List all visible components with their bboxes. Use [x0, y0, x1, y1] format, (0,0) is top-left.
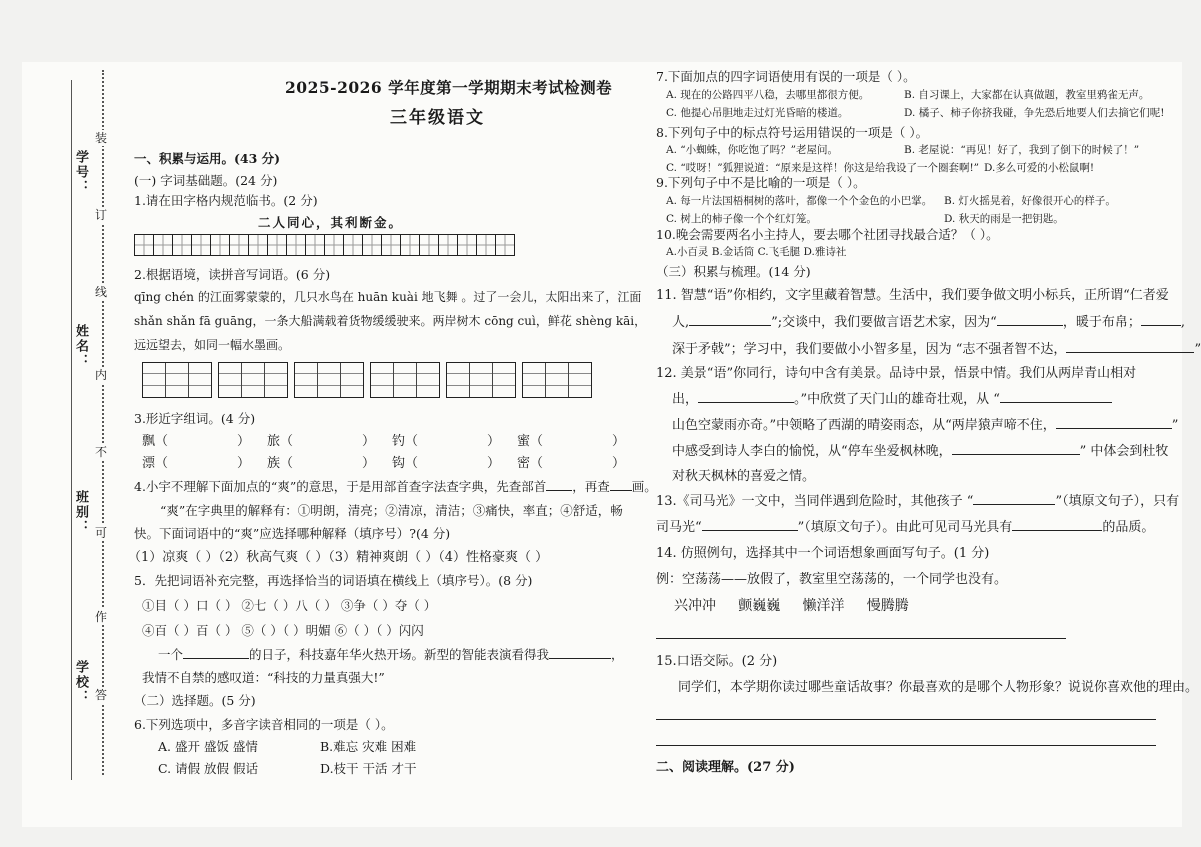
tianzi-cell[interactable] — [381, 234, 401, 256]
pinyin-cell[interactable] — [417, 363, 439, 397]
passage-line: 远远望去，如同一幅水墨画。 — [134, 338, 291, 352]
q9-option-d: D. 秋天的雨是一把钥匙。 — [944, 213, 1064, 225]
q11-line — [672, 313, 1185, 333]
pinyin-cell[interactable] — [219, 363, 242, 397]
field-label: 学校： — [73, 660, 88, 705]
q11-text: ，暖于布帛； — [1062, 315, 1141, 330]
exam-subtitle: 三年级语文 — [390, 108, 485, 128]
q9-option-b: B. 灯火摇晃着，好像很开心的样子。 — [944, 195, 1116, 207]
q6-option-c: C. 请假 放假 假话 — [158, 761, 259, 776]
pinyin-cell[interactable] — [569, 363, 591, 397]
q12-text: 中感受到诗人李白的愉悦，从“停车坐爱枫林晚， — [672, 444, 952, 459]
pinyin-cell[interactable] — [189, 363, 211, 397]
q4-text: 4.小宇不理解下面加点的“爽”的意思，于是用部首查字法查字典，先查部首 — [134, 479, 547, 494]
tianzi-cell[interactable] — [438, 234, 458, 256]
answer-blank[interactable] — [1141, 313, 1181, 326]
close-paren[interactable]: ） — [237, 456, 251, 471]
q5-row: ④百（ ）百（ ） ⑤（ ）（ ）明媚 ⑥（ ）（ ）闪闪 — [142, 623, 424, 638]
tianzi-cell[interactable] — [400, 234, 420, 256]
pinyin-cell[interactable] — [242, 363, 265, 397]
q11-text: , — [1180, 315, 1185, 330]
answer-blank[interactable] — [183, 646, 249, 659]
close-paren[interactable]: ） — [362, 434, 376, 449]
tianzi-cell[interactable] — [476, 234, 496, 256]
binding-margin — [22, 62, 130, 827]
answer-blank[interactable] — [997, 313, 1063, 326]
q10-options: A.小百灵 B.金话筒 C.飞毛腿 D.雅诗社 — [666, 246, 847, 258]
close-paren[interactable]: ） — [487, 434, 501, 449]
char-with-paren: 漂（ — [142, 456, 169, 471]
q6-option-a: A. 盛开 盛饭 盛情 — [158, 739, 258, 754]
section-heading: 一、积累与运用。(43 分) — [134, 151, 281, 166]
q7-option-c: C. 他提心吊胆地走过灯光昏暗的楼道。 — [666, 107, 849, 119]
passage-line: qīng chén 的江面雾蒙蒙的，几只水鸟在 huān kuài 地飞舞 。过了一会儿，太阳出来了，江面 — [134, 290, 642, 304]
q12-line — [672, 390, 1112, 410]
binding-char: 订 — [88, 207, 114, 223]
field-label: 班别： — [73, 490, 88, 535]
q13-text: ”（填原文句子）。由此可见司马光具有 — [797, 520, 1013, 535]
q13-text: 的品质。 — [1102, 520, 1155, 535]
q14-word: 颤巍巍 — [738, 598, 781, 614]
q15-prompt: 同学们，本学期你读过哪些童话故事？你最喜欢的是哪个人物形象？说说你喜欢他的理由。 — [678, 680, 1199, 695]
field-label: 姓名： — [73, 324, 88, 369]
tianzi-cell[interactable] — [495, 234, 515, 256]
pinyin-answer-box[interactable] — [142, 362, 212, 398]
q8-option-a: A. “小蜘蛛，你吃饱了吗？”老屋问。 — [666, 144, 838, 156]
q11-text: 人, — [672, 315, 690, 330]
q8-option-b: B. 老屋说：“再见！好了，我到了倒下的时候了！” — [904, 144, 1140, 156]
answer-blank[interactable] — [1056, 416, 1172, 429]
q4-definitions: “爽”在字典里的解释有：①明朗，清亮；②清凉，清洁；③痛快，率直；④舒适，畅 — [160, 503, 623, 518]
tianzi-cell[interactable] — [305, 234, 325, 256]
question-5: 5．先把词语补充完整，再选择恰当的词语填在横线上（填序号）。(8 分) — [134, 573, 533, 588]
q5-text: 的日子，科技嘉年华火热开场。新型的智能表演看得我 — [249, 647, 550, 662]
question-3: 3.形近字组词。(4 分) — [134, 411, 256, 426]
q6-option-d: D.枝干 干活 才干 — [320, 761, 417, 776]
q8-option-c: C. “哎呀！”狐狸说道：“原来是这样！你这是给我设了一个圈套啊!” — [666, 162, 980, 174]
char-with-paren: 旅（ — [267, 434, 294, 449]
answer-blank[interactable] — [689, 313, 771, 326]
q11-text: ” — [1194, 342, 1201, 357]
exam-sheet — [22, 62, 1201, 827]
pinyin-answer-box[interactable] — [370, 362, 440, 398]
q4-text: 画。 — [631, 479, 657, 494]
question-10: 10.晚会需要两名小主持人，要去哪个社团寻找最合适？（ ）。 — [656, 227, 999, 242]
answer-blank[interactable] — [973, 492, 1055, 505]
q12-text: 出， — [672, 392, 699, 407]
question-15: 15.口语交际。(2 分) — [656, 654, 778, 669]
tianzi-cell[interactable] — [267, 234, 287, 256]
answer-blank[interactable] — [698, 390, 794, 403]
question-2: 2.根据语境，读拼音写词语。(6 分) — [134, 267, 331, 282]
q5-sentence: 我情不自禁的感叹道：“科技的力量真强大!” — [142, 670, 385, 685]
binding-char: 答 — [88, 687, 114, 703]
binding-dotted-line — [102, 70, 104, 775]
question-7: 7.下面加点的四字词语使用有误的一项是（ ）。 — [656, 69, 916, 84]
binding-char: 可 — [88, 525, 114, 541]
q12-text: 。”中欣赏了天门山的雄奇壮观，从 “ — [794, 392, 1000, 407]
tianzi-cell[interactable] — [248, 234, 268, 256]
q12-text: ” — [1171, 418, 1179, 433]
char-with-paren: 密（ — [517, 456, 544, 471]
q13-text: ”（填原文句子），只有 — [1055, 494, 1180, 509]
question-4 — [134, 478, 657, 497]
q14-answer-line[interactable] — [656, 638, 1066, 639]
q4-options: （1）凉爽（ ）（2）秋高气爽（ ）（3）精神爽朗（ ）（4）性格豪爽（ ） — [128, 550, 549, 565]
q9-option-a: A. 每一片法国梧桐树的落叶，都像一个个金色的小巴掌。 — [666, 195, 933, 207]
question-11: 11. 智慧“语”你相约，文字里藏着智慧。生活中，我们要争做文明小标兵，正所谓“仁者爱 — [656, 288, 1169, 303]
binding-char: 作 — [88, 609, 114, 625]
section-heading: 二、阅读理解。(27 分) — [656, 760, 795, 775]
pinyin-cell[interactable] — [493, 363, 515, 397]
tianzi-cell[interactable] — [324, 234, 344, 256]
char-with-paren: 钩（ — [392, 456, 419, 471]
pinyin-cell[interactable] — [265, 363, 287, 397]
question-14: 14. 仿照例句，选择其中一个词语想象画面写句子。(1 分) — [656, 546, 990, 561]
pinyin-cell[interactable] — [295, 363, 318, 397]
q15-answer-line[interactable] — [656, 745, 1156, 746]
exam-title: 2025-2026 学年度第一学期期末考试检测卷 — [285, 78, 613, 97]
tianzi-cell[interactable] — [286, 234, 306, 256]
answer-blank[interactable] — [1066, 340, 1194, 353]
q14-word: 慢腾腾 — [866, 598, 909, 614]
q9-option-c: C. 树上的柿子像一个个红灯笼。 — [666, 213, 817, 225]
answer-blank[interactable] — [1012, 518, 1102, 531]
pinyin-cell[interactable] — [341, 363, 363, 397]
student-id-field[interactable] — [50, 150, 90, 195]
q4-prompt: 快。下面词语中的“爽”应选择哪种解释（填序号）?(4 分) — [134, 526, 451, 541]
question-1: 1.请在田字格内规范临书。(2 分) — [134, 193, 318, 208]
tianzi-cell[interactable] — [343, 234, 363, 256]
pinyin-cell[interactable] — [143, 363, 166, 397]
question-13 — [656, 492, 1179, 512]
q11-text: ”;交谈中，我们要做言语艺术家，因为“ — [771, 315, 997, 330]
tianzi-cell[interactable] — [210, 234, 230, 256]
q13-text: 13.《司马光》一文中，当同伴遇到危险时，其他孩子 “ — [656, 494, 974, 509]
char-with-paren: 族（ — [267, 456, 294, 471]
tianzi-cell[interactable] — [191, 234, 211, 256]
q7-option-d: D. 橘子、柿子你挤我碰，争先恐后地要人们去摘它们呢! — [904, 107, 1165, 119]
q11-text: 深于矛戟”；学习中，我们要做小小智多星，因为 “志不强者智不达， — [672, 342, 1067, 357]
close-paren[interactable]: ） — [487, 456, 501, 471]
q7-option-a: A. 现在的公路四平八稳，去哪里都很方便。 — [666, 89, 870, 101]
char-with-paren: 蜜（ — [517, 434, 544, 449]
question-9: 9.下列句子中不是比喻的一项是（ ）。 — [656, 175, 866, 190]
pinyin-cell[interactable] — [470, 363, 493, 397]
question-6: 6.下列选项中，多音字读音相同的一项是（ ）。 — [134, 717, 394, 732]
subsection-heading: (一) 字词基础题。(24 分) — [134, 173, 278, 188]
close-paren[interactable]: ） — [362, 456, 376, 471]
answer-blank[interactable] — [610, 478, 632, 491]
q14-word: 兴冲冲 — [674, 598, 716, 614]
school-field[interactable] — [50, 660, 90, 705]
similar-char-row — [142, 432, 632, 452]
pinyin-answer-box[interactable] — [522, 362, 592, 398]
q13-text: 司马光“ — [656, 520, 702, 535]
pinyin-cell[interactable] — [546, 363, 569, 397]
q14-example: 例：空荡荡——放假了，教室里空荡荡的，一个同学也没有。 — [656, 572, 1008, 587]
question-8: 8.下列句子中的标点符号运用错误的一项是（ ）。 — [656, 125, 929, 140]
char-with-paren: 钓（ — [392, 434, 419, 449]
close-paren[interactable]: ） — [237, 434, 251, 449]
copy-text: 二人同心，其利断金。 — [258, 215, 404, 230]
q11-line — [672, 340, 1201, 360]
answer-blank[interactable] — [702, 518, 798, 531]
pinyin-answer-grid[interactable] — [142, 362, 598, 398]
pinyin-cell[interactable] — [447, 363, 470, 397]
q13-line — [656, 518, 1154, 538]
q12-text: ” 中体会到杜牧 — [1079, 444, 1169, 459]
q6-option-b: B.难忘 灾难 困难 — [320, 739, 417, 754]
tianzi-cell[interactable] — [134, 234, 154, 256]
q7-option-b: B. 自习课上，大家都在认真做题，教室里鸦雀无声。 — [904, 89, 1150, 101]
subsection-heading: （三）积累与梳理。(14 分) — [656, 264, 811, 279]
answer-blank[interactable] — [549, 646, 611, 659]
q12-text: 山色空蒙雨亦奇。”中领略了西湖的晴姿雨态，从“两岸猿声啼不住， — [672, 418, 1056, 433]
binding-char: 线 — [88, 284, 114, 300]
q12-line: 对秋天枫林的喜爱之情。 — [672, 469, 816, 484]
tianzi-grid[interactable] — [134, 234, 514, 256]
similar-char-row — [142, 454, 632, 474]
pinyin-cell[interactable] — [371, 363, 394, 397]
q5-sentence — [158, 646, 624, 665]
q5-text: 一个 — [158, 647, 184, 662]
binding-char: 不 — [88, 444, 114, 460]
question-12: 12. 美景“语”你同行，诗句中含有美景。品诗中景，悟景中情。我们从两岸青山相对 — [656, 366, 1137, 381]
pinyin-answer-box[interactable] — [218, 362, 288, 398]
pinyin-answer-box[interactable] — [446, 362, 516, 398]
subsection-heading: （二）选择题。(5 分) — [134, 693, 256, 708]
field-label: 学号： — [73, 150, 88, 195]
pinyin-cell[interactable] — [523, 363, 546, 397]
tianzi-cell[interactable] — [153, 234, 173, 256]
q14-word: 懒洋洋 — [802, 598, 845, 614]
binding-char: 装 — [88, 130, 114, 146]
student-name-field[interactable] — [50, 324, 90, 369]
q15-answer-line[interactable] — [656, 719, 1156, 720]
answer-blank[interactable] — [1000, 390, 1112, 403]
answer-blank[interactable] — [952, 442, 1080, 455]
pinyin-cell[interactable] — [318, 363, 341, 397]
binding-char: 内 — [88, 367, 114, 383]
char-with-paren: 飘（ — [142, 434, 169, 449]
answer-blank[interactable] — [546, 478, 572, 491]
tianzi-cell[interactable] — [419, 234, 439, 256]
tianzi-cell[interactable] — [362, 234, 382, 256]
q12-line — [672, 416, 1178, 436]
passage-line: shǎn shǎn fā guāng，一条大船满载着货物缓缓驶来。两岸树木 cōng cuì，鲜花 shèng kāi， — [134, 314, 647, 328]
q5-text: ， — [611, 647, 624, 662]
q5-row: ①目（ ）口（ ） ②七（ ）八（ ） ③争（ ）夺（ ） — [142, 598, 437, 613]
class-field[interactable] — [50, 490, 90, 535]
q8-option-d: D.多么可爱的小松鼠啊! — [984, 162, 1095, 174]
tianzi-cell[interactable] — [172, 234, 192, 256]
pinyin-cell[interactable] — [166, 363, 189, 397]
q14-words — [674, 596, 909, 617]
q12-line — [672, 442, 1168, 462]
q4-text: ，再查 — [572, 479, 610, 494]
close-paren[interactable]: ） — [612, 456, 626, 471]
pinyin-answer-box[interactable] — [294, 362, 364, 398]
tianzi-cell[interactable] — [457, 234, 477, 256]
close-paren[interactable]: ） — [612, 434, 626, 449]
pinyin-cell[interactable] — [394, 363, 417, 397]
tianzi-cell[interactable] — [229, 234, 249, 256]
